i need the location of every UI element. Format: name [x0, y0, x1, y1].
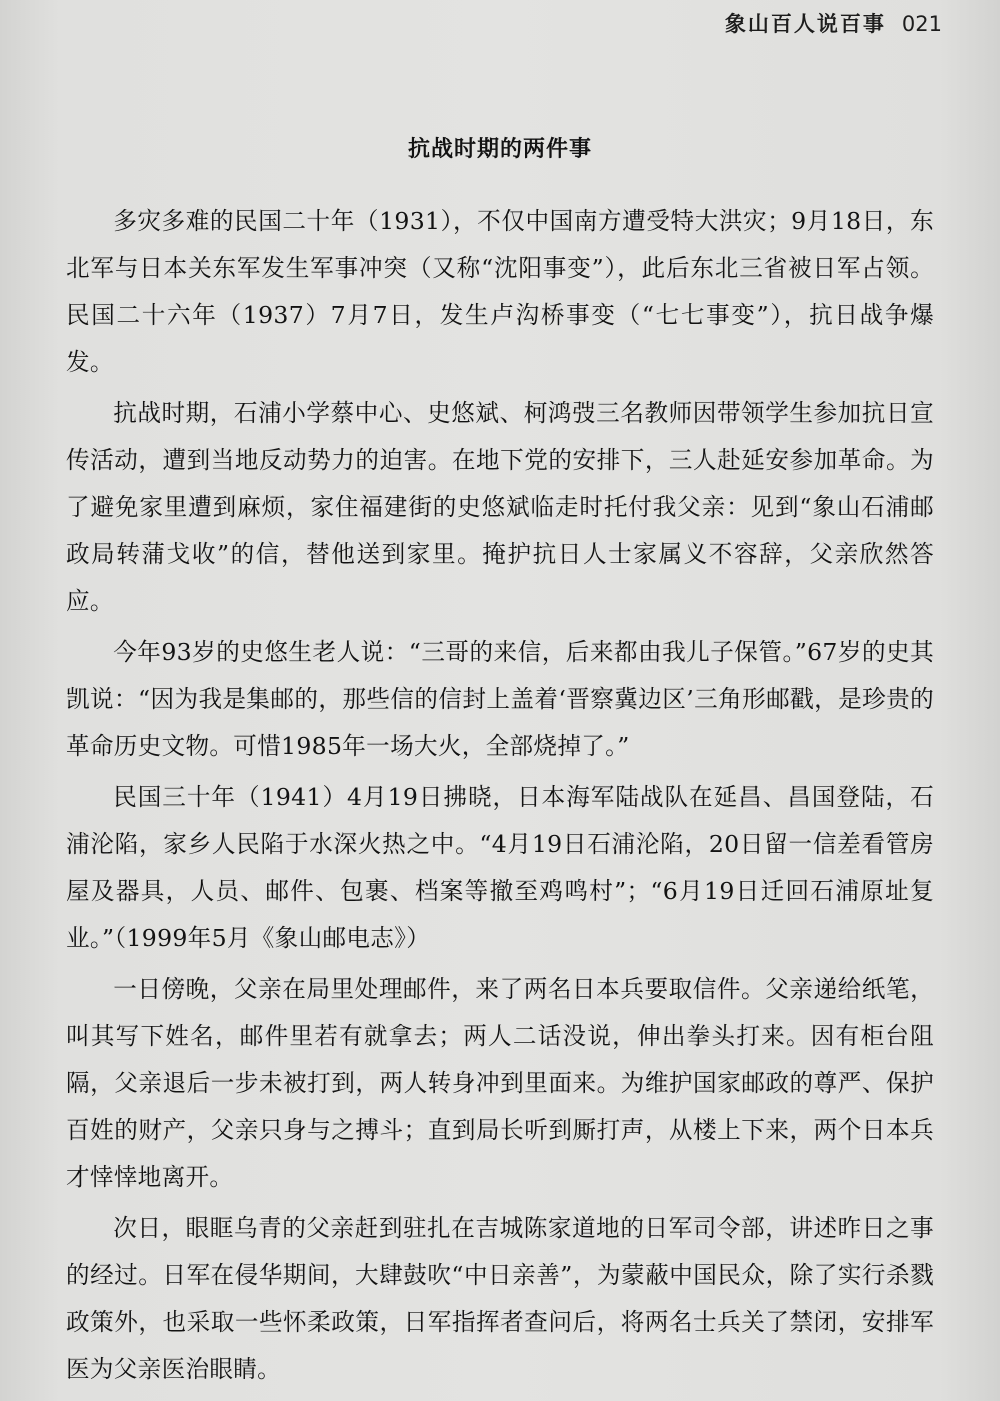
- paragraph-3: 今年93岁的史悠生老人说：“三哥的来信，后来都由我儿子保管。”67岁的史其凯说：“因为我是集邮的，那些信的信封上盖着‘晋察冀边区’三角形邮戳，是珍贵的革命历史文物。可惜1985年一场大火，全部烧掉了。”: [66, 638, 934, 760]
- article-body: [66, 198, 934, 1397]
- paragraph-4: 民国三十年（1941）4月19日拂晓，日本海军陆战队在延昌、昌国登陆，石浦沦陷，家乡人民陷于水深火热之中。“4月19日石浦沦陷，20日留一信差看管房屋及器具，人员、邮件、包裹、档案等撤至鸡鸣村”；“6月19日迁回石浦原址复业。”（1999年5月《象山邮电志》）: [66, 783, 934, 952]
- paragraph-1: 多灾多难的民国二十年（1931），不仅中国南方遭受特大洪灾；9月18日，东北军与日本关东军发生军事冲突（又称“沈阳事变”），此后东北三省被日军占领。民国二十六年（1937）7月7日，发生卢沟桥事变（“七七事变”），抗日战争爆发。: [66, 207, 934, 376]
- paragraph-6: 次日，眼眶乌青的父亲赶到驻扎在吉城陈家道地的日军司令部，讲述昨日之事的经过。日军在侵华期间，大肆鼓吹“中日亲善”，为蒙蔽中国民众，除了实行杀戮政策外，也采取一些怀柔政策，日军指挥者查问后，将两名士兵关了禁闭，安排军医为父亲医治眼睛。: [66, 1214, 934, 1383]
- paragraph-2: 抗战时期，石浦小学蔡中心、史悠斌、柯鸿弢三名教师因带领学生参加抗日宣传活动，遭到当地反动势力的迫害。在地下党的安排下，三人赴延安参加革命。为了避免家里遭到麻烦，家住福建街的史悠斌临走时托付我父亲：见到“象山石浦邮政局转蒲戈收”的信，替他送到家里。掩护抗日人士家属义不容辞，父亲欣然答应。: [66, 399, 934, 615]
- paragraph-5: 一日傍晚，父亲在局里处理邮件，来了两名日本兵要取信件。父亲递给纸笔，叫其写下姓名，邮件里若有就拿去；两人二话没说，伸出拳头打来。因有柜台阻隔，父亲退后一步未被打到，两人转身冲到里面来。为维护国家邮政的尊严、保护百姓的财产，父亲只身与之搏斗；直到局长听到厮打声，从楼上下来，两个日本兵才悻悻地离开。: [66, 975, 934, 1191]
- running-header: [725, 8, 942, 38]
- page-number: 021: [901, 12, 942, 36]
- running-title: 象山百人说百事: [724, 11, 886, 36]
- article-title: 抗战时期的两件事: [407, 137, 592, 162]
